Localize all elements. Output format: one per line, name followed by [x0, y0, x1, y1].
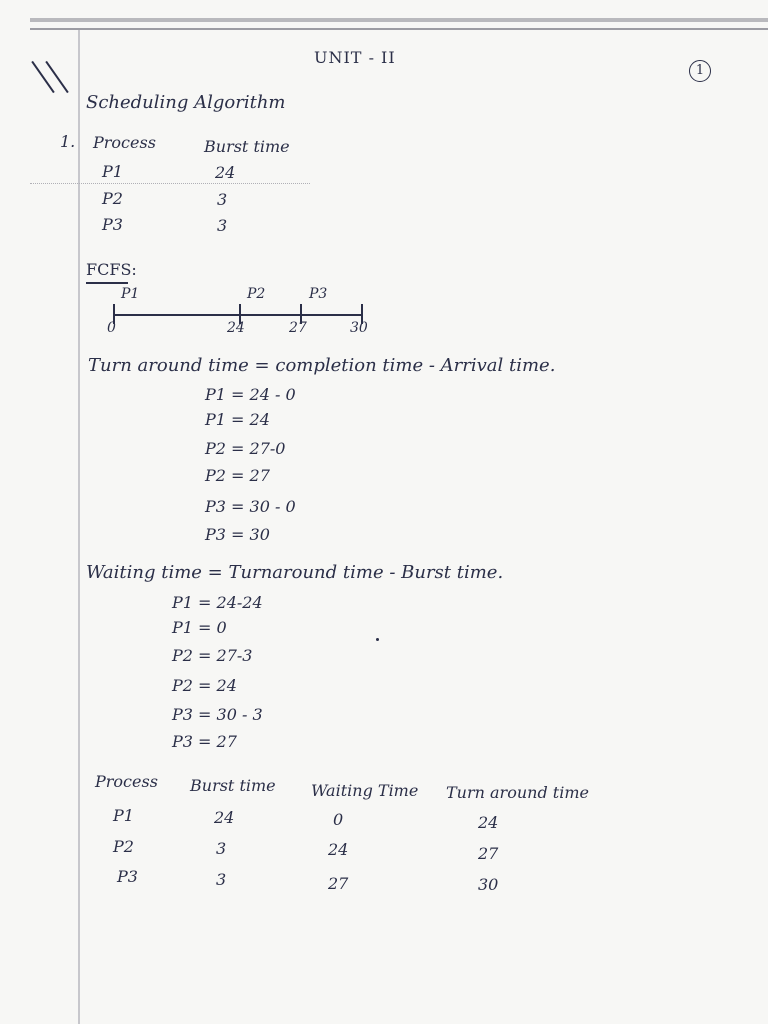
section-heading: Scheduling Algorithm: [86, 92, 286, 113]
question-number: 1.: [60, 132, 76, 151]
summary-r2-turnaround: 27: [478, 844, 499, 863]
summary-r1-turnaround: 24: [478, 813, 499, 832]
waiting-line-4: P2 = 24: [172, 676, 237, 695]
summary-header-turnaround: Turn around time: [446, 783, 589, 802]
margin-line: [78, 30, 80, 1024]
table1-header-burst: Burst time: [204, 137, 290, 156]
summary-header-burst: Burst time: [190, 776, 276, 795]
summary-r3-turnaround: 30: [478, 875, 499, 894]
turnaround-line-6: P3 = 30: [205, 525, 270, 544]
fcfs-timeline: [107, 286, 368, 336]
table1-row3-process: P3: [102, 215, 123, 234]
timeline-num-30: 30: [350, 320, 368, 336]
summary-r1-process: P1: [113, 806, 134, 825]
summary-r3-process: P3: [117, 867, 138, 886]
timeline-num-27: 27: [289, 320, 307, 336]
timeline-label-p1: P1: [121, 286, 140, 302]
page-number-badge: 1: [689, 60, 711, 82]
summary-header-waiting: Waiting Time: [311, 781, 419, 800]
timeline-num-24: 24: [227, 320, 245, 336]
summary-r2-burst: 3: [216, 839, 227, 858]
turnaround-line-4: P2 = 27: [205, 466, 270, 485]
summary-header-process: Process: [95, 772, 158, 791]
waiting-line-2: P1 = 0: [172, 618, 227, 637]
unit-title: UNIT - II: [314, 48, 396, 67]
page-top-edge: [30, 18, 768, 22]
stray-dot: [376, 638, 379, 641]
turnaround-formula: Turn around time = completion time - Arrival time.: [88, 355, 556, 376]
margin-mark-slash-1: [31, 61, 54, 93]
table1-row1-process: P1: [102, 162, 123, 181]
dotted-rule: [30, 183, 310, 184]
timeline-label-p2: P2: [247, 286, 266, 302]
turnaround-line-3: P2 = 27-0: [205, 439, 286, 458]
summary-r2-process: P2: [113, 837, 134, 856]
turnaround-line-2: P1 = 24: [205, 410, 270, 429]
waiting-formula: Waiting time = Turnaround time - Burst time.: [86, 562, 504, 583]
summary-r3-waiting: 27: [328, 874, 349, 893]
fcfs-title: FCFS:: [86, 260, 137, 279]
table1-row2-process: P2: [102, 189, 123, 208]
turnaround-line-5: P3 = 30 - 0: [205, 497, 296, 516]
page-rule-top: [30, 28, 768, 30]
waiting-line-3: P2 = 27-3: [172, 646, 253, 665]
table1-row2-burst: 3: [217, 190, 228, 209]
fcfs-underline: [86, 282, 128, 284]
waiting-line-6: P3 = 27: [172, 732, 237, 751]
table1-header-process: Process: [93, 133, 156, 152]
summary-r1-waiting: 0: [333, 810, 344, 829]
summary-r1-burst: 24: [214, 808, 235, 827]
turnaround-line-1: P1 = 24 - 0: [205, 385, 296, 404]
summary-r3-burst: 3: [216, 870, 227, 889]
summary-r2-waiting: 24: [328, 840, 349, 859]
waiting-line-5: P3 = 30 - 3: [172, 705, 263, 724]
waiting-line-1: P1 = 24-24: [172, 593, 263, 612]
timeline-axis: [113, 314, 363, 316]
timeline-label-p3: P3: [309, 286, 328, 302]
table1-row3-burst: 3: [217, 216, 228, 235]
table1-row1-burst: 24: [215, 163, 236, 182]
timeline-num-0: 0: [107, 320, 116, 336]
